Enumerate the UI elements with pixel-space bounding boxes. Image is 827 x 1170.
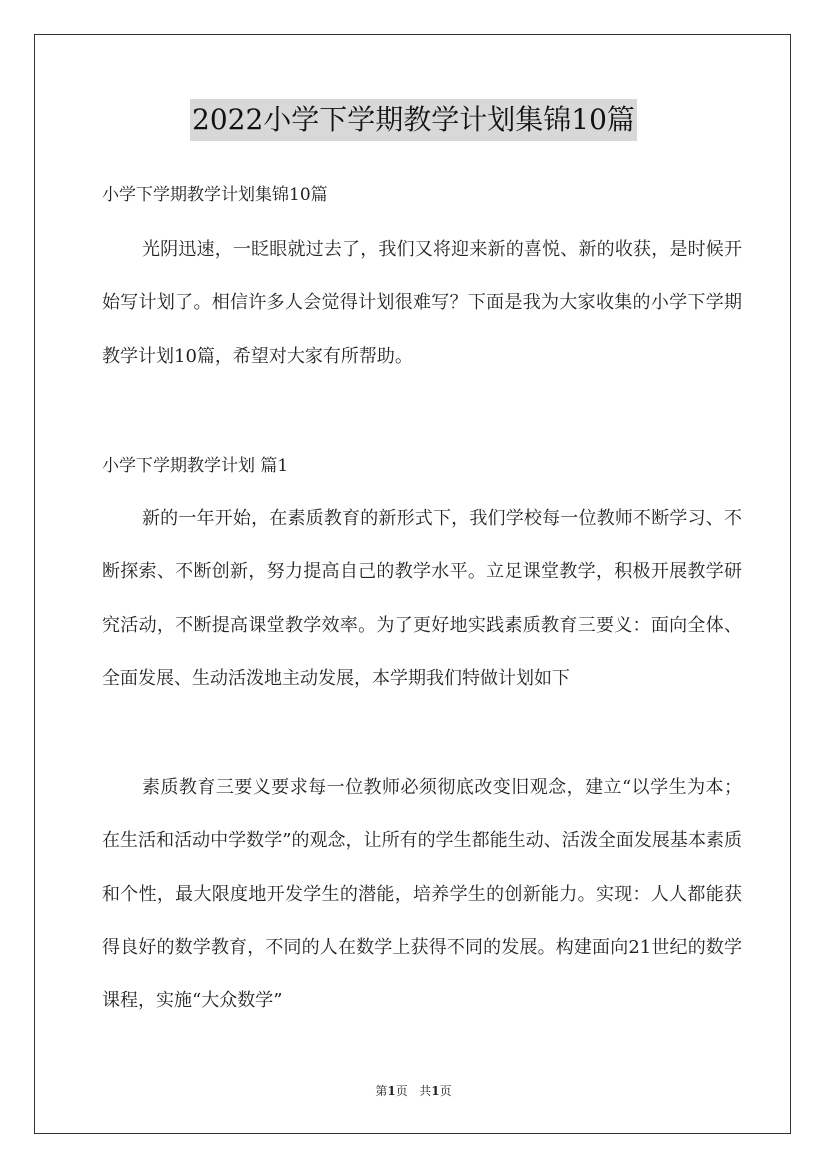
total-suffix: 页	[439, 1084, 452, 1098]
page-prefix: 第	[375, 1084, 388, 1098]
page-suffix: 页	[395, 1084, 408, 1098]
body-paragraph-2: 素质教育三要义要求每一位教师必须彻底改变旧观念，建立“以学生为本；在生活和活动中学数学”的观念，让所有的学生都能生动、活泼全面发展基本素质和个性，最大限度地开发学生的潜能，培养学生的创新能力。实现：人人都能获得良好的数学教育，不同的人在数学上获得不同的发展。构建面向21世纪的数学课程，实施“大众数学”	[102, 777, 742, 1012]
page-footer	[0, 1083, 827, 1099]
page-current: 1	[387, 1084, 396, 1098]
intro-paragraph: 光阴迅速，一眨眼就过去了，我们又将迎来新的喜悦、新的收获，是时候开始写计划了。相信许多人会觉得计划很难写？下面是我为大家收集的小学下学期教学计划10篇，希望对大家有所帮助。	[102, 239, 742, 367]
title-container	[0, 99, 827, 141]
total-prefix: 共	[419, 1084, 432, 1098]
page-total: 1	[431, 1084, 440, 1098]
body-paragraph-1: 新的一年开始，在素质教育的新形式下，我们学校每一位教师不断学习、不断探索、不断创新，努力提高自己的教学水平。立足课堂教学，积极开展教学研究活动，不断提高课堂教学效率。为了更好地实践素质教育三要义：面向全体、全面发展、生动活泼地主动发展，本学期我们特做计划如下	[102, 508, 742, 689]
document-subtitle: 小学下学期教学计划集锦10篇	[102, 185, 328, 205]
document-title: 2022小学下学期教学计划集锦10篇	[190, 99, 637, 141]
section-heading: 小学下学期教学计划 篇1	[102, 456, 289, 476]
